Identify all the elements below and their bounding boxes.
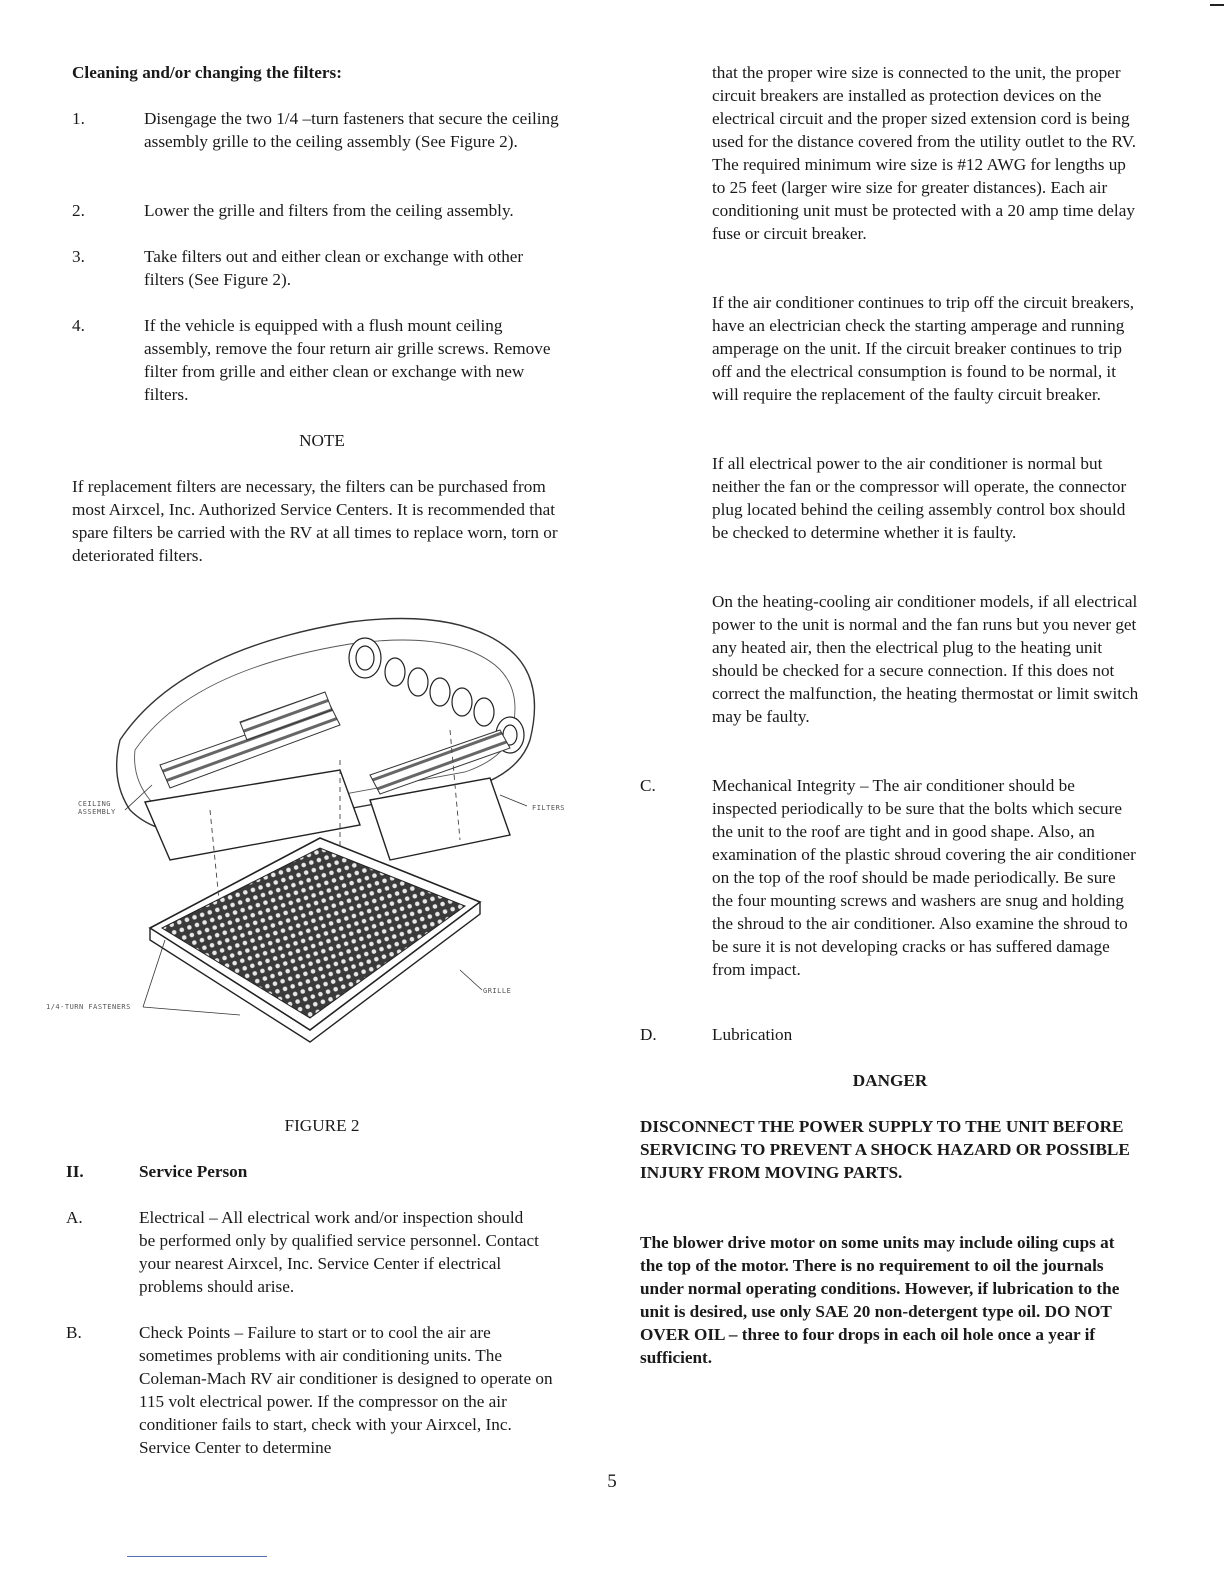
step-number: 1. xyxy=(72,109,85,128)
corner-mark xyxy=(1210,4,1224,6)
grille-mesh xyxy=(162,848,465,1018)
label-grille: GRILLE xyxy=(483,987,512,995)
item-text: Check Points – Failure to start or to cool the air are sometimes problems with air conditioning units. The Coleman-Mach RV air conditioner is designed to operate on 115 volt electrical power. If the compressor on the air conditioner fails to start, check with your Airxcel, Inc. Service Center to determine xyxy=(139,1323,553,1457)
item-text: Mechanical Integrity – The air conditioner should be inspected periodically to be sure that the bolts which secure the unit to the roof are tight and in good shape. Also, an examination of the plastic shroud covering the air conditioner on the top of the roof should be made periodically. Be sure the four mounting screws and washers are snug and holding the shroud to the air conditioner. Also examine the shroud to be sure it is not developing cracks or has suffered damage from impact. xyxy=(712,776,1136,979)
danger-text: DISCONNECT THE POWER SUPPLY TO THE UNIT BEFORE SERVICING TO PREVENT A SHOCK HAZARD OR POSSIBLE INJURY FROM MOVING PARTS. xyxy=(640,1117,1130,1182)
step-number: 2. xyxy=(72,201,85,220)
section-title: Service Person xyxy=(139,1162,248,1181)
step-item xyxy=(72,199,572,222)
item-d xyxy=(640,1023,1140,1046)
item-c xyxy=(640,774,1140,981)
paragraph: that the proper wire size is connected to the unit, the proper circuit breakers are installed as protection devices on the electrical circuit and the proper sized extension cord is being used for the distance covered from the utility outlet to the RV. The required minimum wire size is #12 AWG for lengths up to 25 feet (larger wire size for greater distances). Each air conditioning unit must be protected with a 20 amp time delay fuse or circuit breaker. xyxy=(712,63,1137,243)
step-item xyxy=(72,314,572,406)
paragraph: On the heating-cooling air conditioner models, if all electrical power to the unit is normal and the fan runs but you never get any heated air, then the electrical plug to the heating unit should be checked for a secure connection. If this does not correct the malfunction, the heating thermostat or limit switch may be faulty. xyxy=(712,592,1139,726)
label-fasteners: 1/4-TURN FASTENERS xyxy=(46,1003,131,1011)
step-text: Take filters out and either clean or exchange with other filters (See Figure 2). xyxy=(144,247,524,289)
figure-2-diagram xyxy=(40,610,580,1050)
note-heading: NOTE xyxy=(299,431,345,450)
step-text: Disengage the two 1/4 –turn fasteners that secure the ceiling assembly grille to the ceiling assembly (See Figure 2). xyxy=(144,109,559,151)
page-number: 5 xyxy=(607,1471,617,1492)
section-number: II. xyxy=(66,1162,84,1181)
paragraph: If the air conditioner continues to trip off the circuit breakers, have an electrician check the starting amperage and running amperage on the unit. If the circuit breaker continues to trip off and the electrical consumption is found to be normal, it will require the replacement of the faulty circuit breaker. xyxy=(712,293,1135,404)
step-item xyxy=(72,107,572,153)
danger-heading: DANGER xyxy=(852,1071,928,1090)
item-text: Lubrication xyxy=(712,1025,793,1044)
figure-caption: FIGURE 2 xyxy=(284,1116,360,1135)
item-letter: B. xyxy=(66,1323,82,1342)
paragraph: If all electrical power to the air conditioner is normal but neither the fan or the compressor will operate, the connector plug located behind the ceiling assembly control box should be checked to determine whether it is faulty. xyxy=(712,454,1127,542)
step-item xyxy=(72,245,572,291)
step-text: Lower the grille and filters from the ceiling assembly. xyxy=(144,201,514,220)
ceiling-assembly-drawing xyxy=(40,610,580,1050)
item-b xyxy=(66,1321,572,1459)
item-letter: C. xyxy=(640,776,656,795)
item-a xyxy=(66,1206,572,1298)
step-number: 4. xyxy=(72,316,85,335)
item-text: Electrical – All electrical work and/or inspection should be performed only by qualified service personnel. Contact your nearest Airxcel, Inc. Service Center if electrical problems should arise. xyxy=(139,1208,539,1296)
item-letter: D. xyxy=(640,1025,657,1044)
label-filters: FILTERS xyxy=(532,804,566,812)
label-ceiling-line2: ASSEMBLY xyxy=(78,808,116,816)
step-text: If the vehicle is equipped with a flush mount ceiling assembly, remove the four return air grille screws. Remove filter from grille and either clean or exchange with new filters. xyxy=(144,316,551,404)
note-text: If replacement filters are necessary, the filters can be purchased from most Airxcel, Inc. Authorized Service Centers. It is recommended that spare filters be carried with the RV at all times to replace worn, torn or deteriorated filters. xyxy=(72,477,558,565)
footer-rule xyxy=(127,1556,267,1557)
step-number: 3. xyxy=(72,247,85,266)
lubrication-text: The blower drive motor on some units may include oiling cups at the top of the motor. There is no requirement to oil the journals under normal operating conditions. However, if lubrication to the unit is desired, use only SAE 20 non-detergent type oil. DO NOT OVER OIL – three to four drops in each oil hole once a year if sufficient. xyxy=(640,1233,1120,1367)
item-letter: A. xyxy=(66,1208,83,1227)
section-heading: Cleaning and/or changing the filters: xyxy=(72,63,342,82)
label-ceiling-line1: CEILING xyxy=(78,800,112,808)
